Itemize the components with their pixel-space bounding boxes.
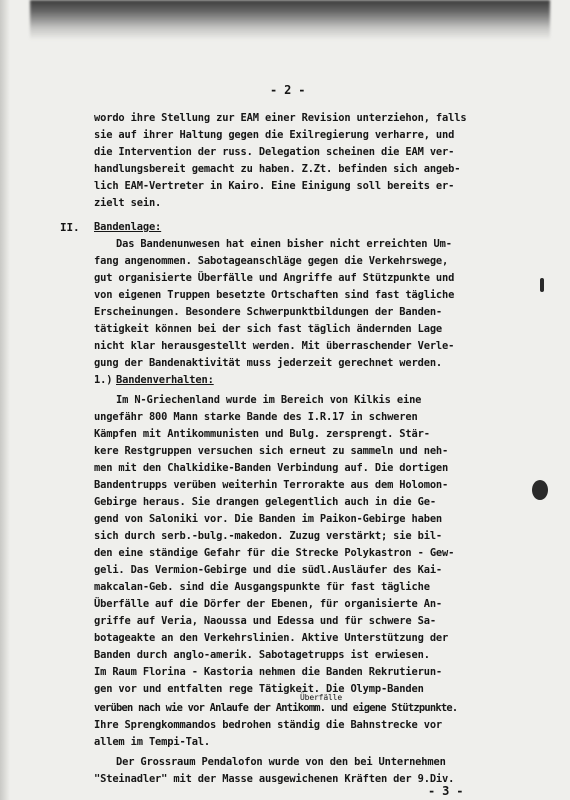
text-line: den eine ständige Gefahr für die Strecke Polykastron - Gew- — [94, 547, 455, 559]
text-line: verüben nach wie vor Anlaufe der Antikomm. und eigene Stützpunkte. — [94, 702, 458, 714]
text-line: Bandentrupps verüben weiterhin Terrorakte aus dem Holomon- — [94, 479, 449, 491]
text-line: Ihre Sprengkommandos bedrohen ständig die Bahnstrecke vor — [94, 719, 443, 731]
text-line: makcalan-Geb. sind die Ausgangspunkte für fast tägliche — [94, 581, 430, 593]
text-line: lich EAM-Vertreter in Kairo. Eine Einigung soll bereits er- — [94, 180, 455, 192]
page-number-bottom: - 3 - — [428, 784, 464, 798]
text-line: sich durch serb.-bulg.-makedon. Zuzug verstärkt; sie bil- — [94, 530, 443, 542]
text-line: von eigenen Truppen besetzte Ortschaften sind fast tägliche — [94, 289, 455, 301]
text-line: handlungsbereit gemacht zu haben. Z.Zt. befinden sich angeb- — [94, 163, 461, 175]
text-line: gung der Bandenaktivität muss jederzeit gerechnet werden. — [94, 357, 443, 369]
text-line: griffe auf Veria, Naoussa und Edessa und für schwere Sa- — [94, 615, 436, 627]
page-number-top: - 2 - — [270, 83, 306, 97]
text-line: "Steinadler" mit der Masse ausgewichenen Kräften der 9.Div. — [94, 773, 455, 785]
text-line: zielt sein. — [94, 197, 162, 209]
text-line: nicht klar herausgestellt werden. Mit überraschender Verle- — [94, 340, 455, 352]
subsection-heading: Bandenverhalten: — [116, 374, 214, 386]
text-line: sie auf ihrer Haltung gegen die Exilregierung verharre, und — [94, 129, 455, 141]
text-line: Im Raum Florina - Kastoria nehmen die Banden Rekrutierun- — [94, 666, 443, 678]
text-line: Kämpfen mit Antikommunisten und Bulg. zersprengt. Stär- — [94, 428, 430, 440]
text-line: die Intervention der russ. Delegation scheinen die EAM ver- — [94, 146, 455, 158]
section-number: II. — [60, 221, 80, 234]
text-line: geli. Das Vermion-Gebirge und die südl.Ausläufer des Kai- — [94, 564, 443, 576]
text-line: Gebirge heraus. Sie drangen gelegentlich auch in die Ge- — [94, 496, 436, 508]
text-line: gut organisierte Überfälle und Angriffe auf Stützpunkte und — [94, 272, 455, 284]
text-line: Der Grossraum Pendalofon wurde von den bei Unternehmen — [116, 756, 446, 768]
text-line: ungefähr 800 Mann starke Bande des I.R.17 in schweren — [94, 411, 418, 423]
text-line: fang angenommen. Sabotageanschläge gegen die Verkehrswege, — [94, 255, 449, 267]
text-line: Erscheinungen. Besondere Schwerpunktbildungen der Banden- — [94, 306, 443, 318]
text-line: gend von Saloniki vor. Die Banden im Paikon-Gebirge haben — [94, 513, 443, 525]
subsection-number: 1.) — [94, 374, 113, 386]
text-line: Banden durch anglo-amerik. Sabotagetrupps ist erwiesen. — [94, 649, 430, 661]
text-line: Das Bandenunwesen hat einen bisher nicht erreichten Um- — [116, 238, 452, 250]
section-heading: Bandenlage: — [94, 221, 162, 233]
text-line: gen vor und entfalten rege Tätigkeit. Die Olymp-Banden — [94, 683, 424, 695]
text-line: tätigkeit können bei der sich fast täglich ändernden Lage — [94, 323, 443, 335]
text-line: Überfälle auf die Dörfer der Ebenen, für organisierte An- — [94, 598, 443, 610]
handwritten-insertion: Überfälle — [300, 693, 342, 702]
text-line: wordo ihre Stellung zur EAM einer Revision unterziehon, falls — [94, 112, 467, 124]
text-line: men mit den Chalkidike-Banden Verbindung auf. Die dortigen — [94, 462, 449, 474]
text-line: allem im Tempi-Tal. — [94, 736, 211, 748]
text-line: Im N-Griechenland wurde im Bereich von Kilkis eine — [116, 394, 422, 406]
text-line: botageakte an den Verkehrslinien. Aktive Unterstützung der — [94, 632, 449, 644]
text-line: kere Restgruppen versuchen sich erneut zu sammeln und neh- — [94, 445, 449, 457]
